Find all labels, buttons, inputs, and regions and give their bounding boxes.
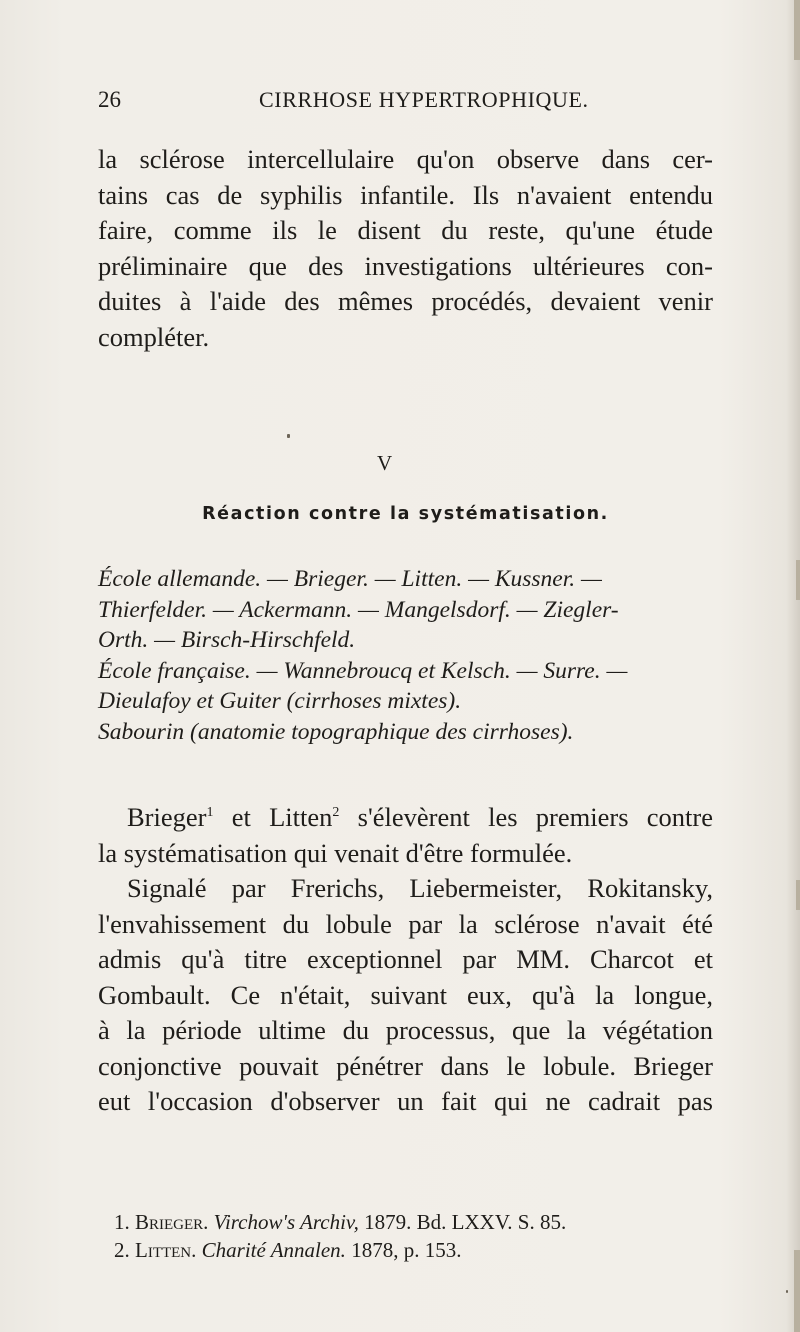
text-line: la sclérose intercellulaire qu'on observe dans cer- [98, 144, 713, 174]
text-line: eut l'occasion d'observer un fait qui ne cadrait pas [98, 1086, 713, 1116]
intro-paragraph [98, 142, 713, 355]
body-paragraph [98, 800, 713, 1120]
text-fragment: et Litten [213, 802, 333, 832]
text-line: conjonctive pouvait pénétrer dans le lobule. Brieger [98, 1050, 713, 1081]
footnote-ref: 2 [332, 805, 340, 820]
ink-speck [786, 1290, 788, 1293]
text-line: préliminaire que des investigations ultérieures con- [98, 250, 713, 281]
footnote-source: Virchow's Archiv, [213, 1210, 359, 1234]
footnote-author: Brieger. [135, 1210, 209, 1234]
text-line: l'envahissement du lobule par la sclérose n'avait été [98, 908, 713, 939]
text-fragment: s'élevèrent les premiers contre [339, 802, 713, 832]
text-line: compléter. [98, 321, 210, 352]
text-line: Gombault. Ce n'était, suivant eux, qu'à la longue, [98, 979, 713, 1010]
footnote-1 [114, 1208, 714, 1236]
running-title: CIRRHOSE HYPERTROPHIQUE. [259, 87, 589, 112]
footnote-number: 1. [114, 1210, 130, 1234]
school-allemande-line: Orth. — Birsch-Hirschfeld. [98, 627, 356, 653]
footnote-detail: 1878, p. 153. [351, 1238, 462, 1262]
page-header [98, 87, 738, 117]
page-edge-mark [794, 0, 800, 60]
footnotes [114, 1208, 714, 1264]
text-line: à la période ultime du processus, que la végétation [98, 1015, 713, 1045]
footnote-source: Charité Annalen. [201, 1238, 346, 1262]
footnote-ref: 1 [206, 805, 214, 820]
author-brieger: Brieger [127, 802, 207, 832]
page-edge-mark [796, 560, 800, 600]
page-edge-mark [794, 1250, 800, 1332]
text-line: admis qu'à titre exceptionnel par MM. Charcot et [98, 944, 713, 974]
school-francaise-line: École française. — Wannebroucq et Kelsch. — Surre. — [98, 657, 628, 684]
text-line: duites à l'aide des mêmes procédés, devaient venir [98, 286, 713, 316]
footnote-detail: 1879. Bd. LXXV. S. 85. [364, 1210, 567, 1234]
footnote-number: 2. [114, 1238, 130, 1262]
school-francaise-line: Dieulafoy et Guiter (cirrhoses mixtes). [98, 688, 462, 714]
text-line: faire, comme ils le disent du reste, qu'une étude [98, 215, 713, 245]
page-number: 26 [98, 87, 121, 112]
text-line [98, 800, 713, 836]
section-number: V [377, 451, 393, 475]
school-allemande-line: École allemande. — Brieger. — Litten. — Kussner. — [98, 566, 602, 592]
school-francaise-line: Sabourin (anatomie topographique des cirrhoses). [98, 718, 574, 745]
school-allemande-line: Thierfelder. — Ackermann. — Mangelsdorf. — Ziegler- [98, 596, 619, 623]
page-edge-shadow [786, 0, 800, 1332]
text-line: la systématisation qui venait d'être formulée. [98, 837, 573, 868]
page-edge-mark [796, 880, 800, 910]
text-line: tains cas de syphilis infantile. Ils n'avaient entendu [98, 179, 713, 210]
section-title: Réaction contre la systématisation. [202, 504, 609, 524]
footnote-2 [114, 1236, 714, 1264]
text-line: Signalé par Frerichs, Liebermeister, Rokitansky, [127, 873, 713, 903]
ink-speck [287, 434, 290, 438]
schools-list [98, 564, 713, 747]
footnote-author: Litten. [135, 1238, 197, 1262]
